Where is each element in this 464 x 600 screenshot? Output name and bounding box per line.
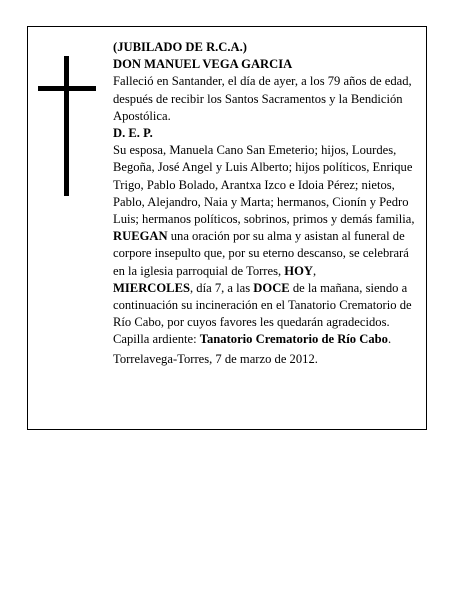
today-word: HOY [284,263,313,278]
retired-line: (JUBILADO DE R.C.A.) [113,40,247,54]
sacraments-statement: después de recibir los Santos Sacramentos y la Bendición Apostólica. [113,91,403,123]
death-statement: Falleció en Santander, el día de ayer, a los 79 años de edad, [113,74,412,89]
cross-vertical-bar [64,56,69,196]
request-text-1: una oración por su alma y asistan al funeral de corpore insepulto que, por su eterno descanso, se celebrará en la iglesia parroquial de Torres, [113,229,409,278]
deceased-name: DON MANUEL VEGA GARCIA [113,57,293,72]
chapel-label: Capilla ardiente: [113,332,200,347]
place-date-line: Torrelavega-Torres, 7 de marzo de 2012. [113,351,318,366]
family-list: Su esposa, Manuela Cano San Emeterio; hijos, Lourdes, Begoña, José Angel y Luis Alberto; hijos políticos, Enrique Trigo, Pablo Bolado, Arantxa Izco e Idoia Pérez; nietos, Pablo, Alejandro, Naia y Marta; hermanos, Cionín y Pedro Luis; hermanos políticos, sobrinos, primos y demás familia, [113,143,415,227]
comma: , [312,263,317,278]
obituary-text [113,39,423,368]
request-text-3: de la mañana, siendo a continuación su incineración en el Tanatorio Crematorio de Río Cabo, por cuyos favores les quedarán agradecidos. [113,280,412,330]
funeral-request [113,228,423,331]
weekday-word: MIERCOLES [113,280,190,295]
cross-icon [38,56,96,196]
rip-line: D. E. P. [113,126,153,141]
hour-word: DOCE [253,280,290,295]
request-verb: RUEGAN [113,229,168,244]
chapel-end: . [387,332,392,347]
cross-horizontal-bar [38,86,96,91]
chapel-place: Tanatorio Crematorio de Río Cabo [199,332,388,347]
chapel-line [113,331,423,348]
request-text-2: , día 7, a las [189,280,254,295]
